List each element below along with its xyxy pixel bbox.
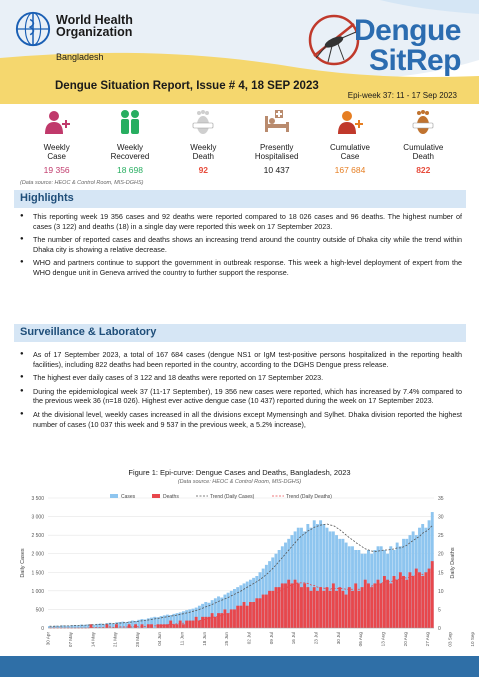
stat-label-line2: Case: [340, 152, 360, 161]
brand-title: [354, 16, 461, 76]
country-name: Bangladesh: [56, 52, 104, 62]
org-name: [56, 14, 133, 38]
death-bar: [176, 624, 179, 628]
x-tick-label: 16 Jul: [291, 632, 297, 645]
highlights-list: [20, 212, 462, 282]
stat-label: [93, 143, 166, 161]
death-bar: [246, 606, 249, 628]
stat-label: [240, 143, 313, 161]
y-tick-label: 3 000: [31, 514, 44, 521]
y-tick-label: 1 000: [31, 588, 44, 595]
stat-label-line2: Case: [47, 152, 66, 161]
death-bar: [319, 587, 322, 628]
list-item: ● The highest ever daily cases of 3 122 and 18 deaths were reported on 17 September 2023.: [20, 373, 462, 383]
death-bar: [341, 591, 344, 628]
x-tick-label: 25 Jun: [224, 632, 230, 646]
org-name-line2: Organization: [56, 25, 133, 39]
death-bar: [418, 572, 421, 628]
death-bar: [195, 617, 198, 628]
death-bar: [294, 580, 297, 628]
stat-weekly-recovered: [93, 108, 166, 178]
list-item: ● At the divisional level, weekly cases increased in all the divisions except Mymensingh and Sylhet. Dhaka division reported the highest number of cases (10 037 this week and 9 537 in the previous week, a 5.2% increase),: [20, 410, 462, 429]
death-bar: [201, 617, 204, 628]
death-bar: [357, 591, 360, 628]
x-tick-label: 27 Aug: [425, 632, 431, 647]
death-bar: [214, 617, 217, 628]
death-bar: [322, 591, 325, 628]
death-bar: [428, 569, 431, 628]
stat-value: 167 684: [334, 165, 366, 175]
x-tick-label: 13 Aug: [380, 632, 386, 647]
stat-cumulative-case: [313, 108, 386, 178]
x-tick-label: 11 Jun: [179, 632, 185, 646]
death-bar: [217, 613, 220, 628]
y2-tick-label: 15: [438, 570, 444, 577]
x-tick-label: 03 Sep: [447, 632, 453, 647]
death-bar: [310, 591, 313, 628]
death-bar: [211, 613, 214, 628]
org-name-line1: World Health: [56, 13, 133, 27]
people-icon: [116, 108, 144, 136]
death-bar: [364, 580, 367, 628]
y2-tick-label: 10: [438, 588, 444, 595]
y2-tick-label: 0: [438, 626, 441, 632]
surveillance-header: [14, 324, 466, 342]
death-bar: [421, 576, 424, 628]
death-bar: [354, 583, 357, 628]
figure-source: (Data source: HEOC & Control Room, MIS-DGHS): [177, 479, 302, 485]
x-tick-label: 04 Jun: [157, 632, 163, 646]
footprint-icon: [189, 108, 217, 136]
brand-line1: Dengue: [353, 14, 461, 47]
death-bar: [335, 591, 338, 628]
highlights-header: [14, 190, 466, 208]
list-item: ● During the epidemiological week 37 (11-17 September), 19 356 new cases were reported, which has increased by 7.4% compared to the previous week 36 (n=18 026). Highest ever active dengue case (10 437) reported during the week on 17 September 2023.: [20, 387, 462, 406]
footprint-icon: [409, 108, 437, 136]
y-tick-label: 2 500: [31, 533, 44, 540]
y2-tick-label: 35: [438, 496, 444, 502]
key-figures: [20, 108, 460, 178]
report-title: Dengue Situation Report, Issue # 4, 18 SEP 2023: [55, 80, 319, 92]
death-bar: [160, 624, 163, 628]
death-bar: [386, 580, 389, 628]
death-bar: [373, 583, 376, 628]
list-item: ● This reporting week 19 356 cases and 92 deaths were reported compared to 18 026 cases and 96 deaths. The highest number of cases (3 122) and deaths (18) in a single day were reported this week on 17 September 2023.: [20, 212, 462, 231]
y-tick-label: 1 500: [31, 570, 44, 577]
death-bar: [424, 572, 427, 628]
death-bar: [329, 591, 332, 628]
death-bar: [259, 598, 262, 628]
y-tick-label: 0: [41, 626, 44, 632]
death-bar: [306, 587, 309, 628]
death-bar: [383, 576, 386, 628]
y2-tick-label: 5: [438, 607, 441, 614]
x-tick-label: 23 Jul: [313, 632, 319, 645]
death-bar: [361, 587, 364, 628]
y2-tick-label: 30: [438, 514, 444, 521]
death-bar: [338, 587, 341, 628]
stat-label-line1: Presently: [259, 143, 294, 152]
y-tick-label: 3 500: [31, 496, 44, 502]
death-bar: [316, 591, 319, 628]
legend-swatch-cases: [110, 494, 118, 498]
death-bar: [230, 609, 233, 628]
brand-line2: SitRep: [368, 44, 461, 77]
surveillance-list: [20, 350, 462, 433]
death-bar: [348, 587, 351, 628]
legend-label-trend-cases: Trend (Daily Cases): [210, 494, 255, 500]
stat-label-line2: Recovered: [110, 152, 150, 161]
person-plus-icon: [43, 108, 71, 136]
epi-week-label: Epi-week 37: 11 - 17 Sep 2023: [347, 91, 457, 100]
legend-label-trend-deaths: Trend (Daily Deaths): [286, 494, 332, 500]
x-tick-label: 09 Jul: [268, 632, 274, 645]
stat-cumulative-death: [387, 108, 460, 178]
death-bar: [415, 569, 418, 628]
death-bar: [345, 595, 348, 628]
x-tick-label: 07 May: [67, 632, 73, 648]
stat-value: 18 698: [116, 165, 143, 175]
death-bar: [227, 613, 230, 628]
report-header: [0, 0, 479, 104]
x-tick-label: 02 Jul: [246, 632, 252, 645]
stat-label-line2: Hospitalised: [254, 152, 299, 161]
death-bar: [262, 595, 265, 628]
stat-value: 92: [198, 165, 209, 175]
stat-label: [167, 143, 240, 161]
y-tick-label: 2 000: [31, 551, 44, 558]
y2-tick-label: 20: [438, 551, 444, 558]
stat-value: 19 356: [43, 165, 70, 175]
death-bar: [396, 580, 399, 628]
legend-label-cases: Cases: [121, 494, 136, 500]
x-tick-label: 30 Jul: [335, 632, 341, 645]
death-bar: [380, 583, 383, 628]
death-bar: [297, 583, 300, 628]
stat-label-line2: Death: [412, 152, 434, 161]
death-bar: [128, 624, 131, 628]
list-item: ● As of 17 September 2023, a total of 167 684 cases (dengue NS1 or IgM test-positive persons hospitalized in the reporting health facilities), including 822 deaths had been reported in the country, according to the DGHS Dengue press release.: [20, 350, 462, 369]
stat-value: 10 437: [263, 165, 290, 175]
data-source-note: (Data source: HEOC & Control Room, MIS-DGHS): [20, 180, 144, 186]
death-bar: [300, 587, 303, 628]
stat-weekly-death: [167, 108, 240, 178]
stat-label-line1: Weekly: [43, 143, 70, 152]
death-bar: [179, 621, 182, 628]
stat-presently-hospitalised: [240, 108, 313, 178]
death-bar: [389, 583, 392, 628]
stat-label-line1: Weekly: [190, 143, 217, 152]
stat-label-line1: Cumulative: [329, 143, 370, 152]
who-logo-icon: [14, 10, 52, 48]
death-bar: [188, 621, 191, 628]
death-bar: [412, 576, 415, 628]
stat-label: [387, 143, 460, 161]
death-bar: [332, 583, 335, 628]
person-plus-icon: [336, 108, 364, 136]
x-tick-label: 18 Jun: [201, 632, 207, 646]
death-bar: [377, 580, 380, 628]
death-bar: [268, 591, 271, 628]
legend-swatch-deaths: [152, 494, 160, 498]
stat-label-line2: Death: [192, 152, 214, 161]
footer-band: [0, 656, 479, 677]
death-bar: [243, 602, 246, 628]
death-bar: [290, 583, 293, 628]
x-tick-label: 14 May: [90, 632, 96, 648]
x-tick-label: 30 Apr: [45, 632, 51, 646]
death-bar: [252, 602, 255, 628]
death-bar: [405, 580, 408, 628]
death-bar: [236, 606, 239, 628]
death-bar: [278, 587, 281, 628]
death-bar: [402, 576, 405, 628]
epi-curve-chart: [14, 488, 475, 654]
death-bar: [182, 624, 185, 628]
x-tick-label: 28 May: [134, 632, 140, 648]
y2-axis-title: Daily Deaths: [450, 547, 456, 579]
death-bar: [303, 583, 306, 628]
legend-label-deaths: Deaths: [163, 494, 179, 500]
x-tick-label: 20 Aug: [402, 632, 408, 647]
death-bar: [351, 591, 354, 628]
death-bar: [115, 624, 118, 628]
list-item: ● The number of reported cases and deaths shows an increasing trend around the country outside of Dhaka city while the trend within Dhaka city is showing a relative decrease.: [20, 235, 462, 254]
y-axis-title: Daily Cases: [20, 548, 26, 578]
stat-label: [313, 143, 386, 161]
death-bar: [185, 621, 188, 628]
death-bar: [198, 621, 201, 628]
death-bar: [223, 609, 226, 628]
list-item: ● WHO and partners continue to support the government in outbreak response. This week a high-level deployment of expert from the WHO dengue unit in Geneva arrived the country to further support the response.: [20, 258, 462, 277]
death-bar: [134, 624, 137, 628]
death-bar: [172, 624, 175, 628]
stat-weekly-case: [20, 108, 93, 178]
death-bar: [326, 587, 329, 628]
hospital-bed-icon: [263, 108, 291, 136]
figure-title: Figure 1: Epi-curve: Dengue Cases and Deaths, Bangladesh, 2023: [128, 468, 351, 477]
y-tick-label: 500: [35, 607, 44, 614]
death-bar: [399, 572, 402, 628]
death-bar: [284, 583, 287, 628]
death-bar: [367, 583, 370, 628]
x-tick-label: 21 May: [112, 632, 118, 648]
stat-label-line1: Weekly: [116, 143, 144, 152]
stat-label-line1: Cumulative: [403, 143, 444, 152]
x-tick-label: 06 Aug: [358, 632, 364, 647]
death-bar: [408, 572, 411, 628]
x-tick-label: 10 Sep: [469, 632, 475, 647]
y2-tick-label: 25: [438, 533, 444, 540]
stat-label: [20, 143, 93, 161]
section-title: Surveillance & Laboratory: [20, 326, 157, 338]
death-bar: [370, 587, 373, 628]
section-title: Highlights: [20, 192, 74, 204]
stat-value: 822: [416, 165, 431, 175]
death-bar: [313, 587, 316, 628]
death-bar: [393, 576, 396, 628]
